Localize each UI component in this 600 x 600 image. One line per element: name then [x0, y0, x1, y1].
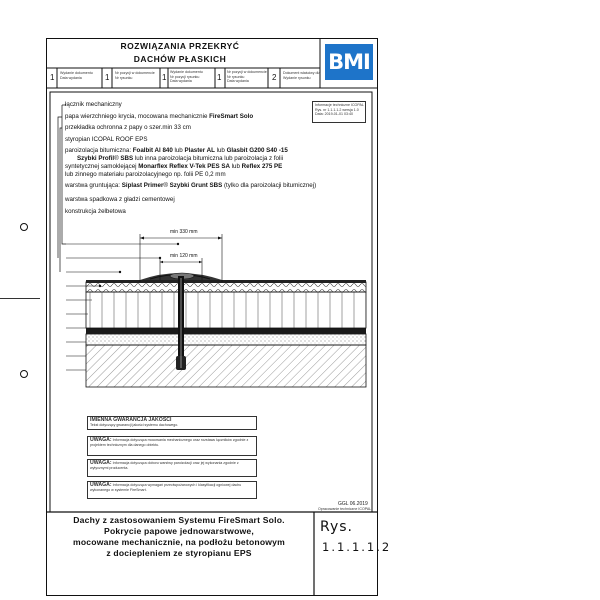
note-warning-2: UWAGA: Informacja dotycząca doboru warstwy paroizolacji oraz jej wykonania zgodnie z wytycznymi producenta.	[87, 459, 257, 477]
dimension-top: min 330 mm	[170, 229, 198, 235]
note-warning-1: UWAGA: Informacja dotycząca mocowania mechanicznego oraz rozstawu łączników zgodnie z projektem technicznym dla danego obiektu.	[87, 436, 257, 456]
drawing-title: Dachy z zastosowaniem Systemu FireSmart Solo. Pokrycie papowe jednowarstwowe, mocowane mechanicznie, na podłożu betonowym z dociepleniem ze styropianu EPS	[72, 515, 285, 558]
header-title-line2: DACHÓW PŁASKICH	[133, 54, 227, 64]
stamp-caption: Opracowanie techniczne ICOPAL	[318, 507, 372, 511]
note-warning-3: UWAGA: Informacja dotycząca wymagań przeciwpożarowych i klasyfikacji ogniowej dachu wykonanego w systemie FireSmart.	[87, 481, 257, 499]
layer-8-part-3: Szybki Grunt SBS	[169, 182, 223, 189]
layer-10-part-0: konstrukcja żelbetowa	[65, 208, 126, 215]
layer-1-part-1: FireSmart Solo	[209, 113, 254, 120]
layer-8-part-0: warstwa gruntująca:	[65, 182, 122, 189]
bmi-logo: BMI	[325, 44, 373, 80]
layer-4-part-0: paroizolacja bitumiczna:	[65, 147, 133, 154]
stamp-date: GGL 06.2019	[338, 501, 368, 507]
layer-1-part-0: papa wierzchniego krycia, mocowana mechanicznie	[65, 113, 210, 120]
layer-4-part-3: Plaster AL	[184, 147, 215, 154]
layer-4-part-1: Foalbit Al 840	[132, 147, 173, 154]
layer-6-part-2: lub	[229, 163, 242, 170]
header-cell-4-text: Nr pozycji w dokumencie Nr rysunku Data wydania	[227, 70, 267, 84]
note-guarantee: IMIENNA GWARANCJA JAKOŚCI Tekst dotyczący gwarancji jakości systemu dachowego.	[87, 416, 257, 430]
header-cell-2-text: Nr pozycji w dokumencie Nr rysunku	[115, 71, 155, 80]
layer-5-part-3: lub inna paroizolacja bitumiczna lub paroizolacja z folii	[133, 155, 284, 162]
header-cell-5-num: 2	[272, 73, 277, 82]
layer-5-part-0: Szybki Profil	[77, 155, 115, 162]
layer-9-part-0: warstwa spadkowa z gładzi cementowej	[65, 196, 175, 203]
layer-8-part-2: ®	[163, 182, 170, 189]
header-cell-3-text: Wydanie dokumentu Nr pozycji rysunku Data wydania	[170, 70, 203, 84]
layer-6-part-3: Reflex 275 PE	[241, 163, 283, 170]
header-cell-5-text: Dokument właściwy dla Wydanie rysunku	[283, 71, 321, 80]
layer-0-part-0: łącznik mechaniczny	[65, 101, 122, 108]
layer-6-part-0: syntetycznej samoklejącej	[65, 163, 139, 170]
layer-5-part-1: ®	[114, 155, 121, 162]
header-cell-2-num: 1	[105, 73, 110, 82]
layer-3-part-0: styropian ICOPAL ROOF EPS	[65, 136, 148, 143]
drawing-number: 1.1.1.1.2	[322, 540, 392, 554]
dimension-bottom: min 120 mm	[170, 253, 198, 259]
layer-5-part-2: SBS	[120, 155, 134, 162]
header-cell-1-num: 1	[50, 73, 55, 82]
layer-8-part-4: (tylko dla paroizolacji bitumicznej)	[222, 182, 317, 189]
info-box: Informacje techniczne ICOPAL Rys. nr 1.1.1.1.2 wersja 1.0 Data: 2019-01-01 03:40	[312, 101, 366, 123]
layer-2-part-0: przekładka ochronna z papy o szer.min 33 cm	[65, 124, 191, 131]
layer-4-part-4: lub	[214, 147, 227, 154]
header-cell-1-text: Wydanie dokumentu Data wydania	[60, 71, 93, 80]
header-cell-3-num: 1	[162, 73, 167, 82]
header-title-line1: ROZWIĄZANIA PRZEKRYĆ	[120, 41, 240, 51]
layer-6-part-1: Monarflex Reflex V-Tek PES SA	[138, 163, 230, 170]
drawing-number-label: Rys.	[320, 519, 353, 535]
layer-4-part-2: lub	[172, 147, 185, 154]
layer-7-part-0: lub zinnego materiału paroizolacyjnego np. folii PE 0,2 mm	[65, 171, 226, 178]
layer-4-part-5: Glasbit G200 S40 -15	[226, 147, 288, 154]
header-cell-4-num: 1	[217, 73, 222, 82]
layer-8-part-1: Siplast Primer	[121, 182, 164, 189]
